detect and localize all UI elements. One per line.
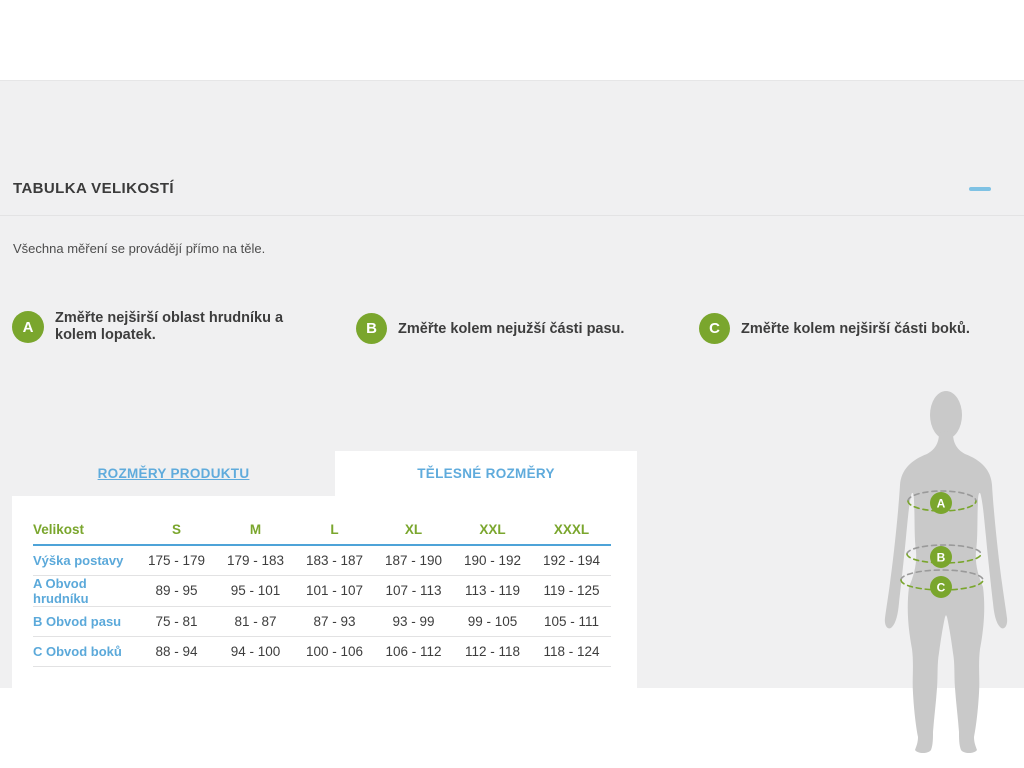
size-value-cell: 119 - 125 [532, 575, 611, 606]
size-value-cell: 112 - 118 [453, 636, 532, 666]
size-table-card [12, 496, 637, 706]
figure-marker-a-label: A [936, 496, 946, 511]
collapse-section-button[interactable] [966, 181, 994, 197]
size-chart-section [0, 80, 1024, 688]
tab-product-dimensions[interactable] [12, 451, 335, 496]
size-value-cell: 75 - 81 [137, 606, 216, 636]
size-value-cell: 87 - 93 [295, 606, 374, 636]
row-label: Výška postavy [33, 545, 137, 575]
size-value-cell: 105 - 111 [532, 606, 611, 636]
row-label: B Obvod pasu [33, 606, 137, 636]
size-value-cell: 81 - 87 [216, 606, 295, 636]
size-value-cell: 192 - 194 [532, 545, 611, 575]
badge-b: B [356, 313, 387, 344]
size-value-cell: 175 - 179 [137, 545, 216, 575]
badge-a: A [12, 311, 44, 343]
size-value-cell: 99 - 105 [453, 606, 532, 636]
size-value-cell: 95 - 101 [216, 575, 295, 606]
size-table-header-xl: XL [374, 515, 453, 545]
size-value-cell: 118 - 124 [532, 636, 611, 666]
body-silhouette [885, 391, 1007, 753]
size-value-cell: 113 - 119 [453, 575, 532, 606]
size-table [33, 515, 611, 667]
size-value-cell: 106 - 112 [374, 636, 453, 666]
table-row [33, 545, 611, 575]
row-label: A Obvod hrudníku [33, 575, 137, 606]
measurement-note: Všechna měření se provádějí přímo na těle. [13, 241, 266, 256]
size-table-header-xxl: XXL [453, 515, 532, 545]
size-value-cell: 183 - 187 [295, 545, 374, 575]
row-label: C Obvod boků [33, 636, 137, 666]
size-value-cell: 100 - 106 [295, 636, 374, 666]
size-table-header-m: M [216, 515, 295, 545]
size-value-cell: 190 - 192 [453, 545, 532, 575]
section-title: TABULKA VELIKOSTÍ [13, 180, 174, 197]
size-value-cell: 89 - 95 [137, 575, 216, 606]
size-value-cell: 88 - 94 [137, 636, 216, 666]
instruction-waist-text: Změřte kolem nejužší části pasu. [398, 321, 625, 337]
size-table-header-label: Velikost [33, 515, 137, 545]
tab-product-dimensions-label: ROZMĚRY PRODUKTU [97, 466, 250, 481]
tab-body-dimensions[interactable] [335, 451, 637, 496]
body-silhouette-figure [875, 389, 1015, 759]
size-value-cell: 107 - 113 [374, 575, 453, 606]
size-value-cell: 93 - 99 [374, 606, 453, 636]
size-table-header-row [33, 515, 611, 545]
table-row [33, 575, 611, 606]
tab-body-dimensions-label: TĚLESNÉ ROZMĚRY [417, 466, 555, 481]
size-table-header-l: L [295, 515, 374, 545]
instruction-chest-text: Změřte nejširší oblast hrudníku a kolem lopatek. [55, 310, 284, 343]
size-value-cell: 187 - 190 [374, 545, 453, 575]
figure-marker-c-label: C [936, 580, 946, 595]
size-table-header-xxxl: XXXL [532, 515, 611, 545]
minus-icon [969, 187, 991, 191]
title-divider [0, 215, 1024, 216]
figure-marker-b-label: B [936, 550, 946, 565]
instruction-hips-text: Změřte kolem nejširší části boků. [741, 321, 970, 337]
table-row [33, 636, 611, 666]
table-row [33, 606, 611, 636]
size-table-body [33, 545, 611, 666]
badge-c: C [699, 313, 730, 344]
size-value-cell: 101 - 107 [295, 575, 374, 606]
size-value-cell: 179 - 183 [216, 545, 295, 575]
size-value-cell: 94 - 100 [216, 636, 295, 666]
size-table-header-s: S [137, 515, 216, 545]
